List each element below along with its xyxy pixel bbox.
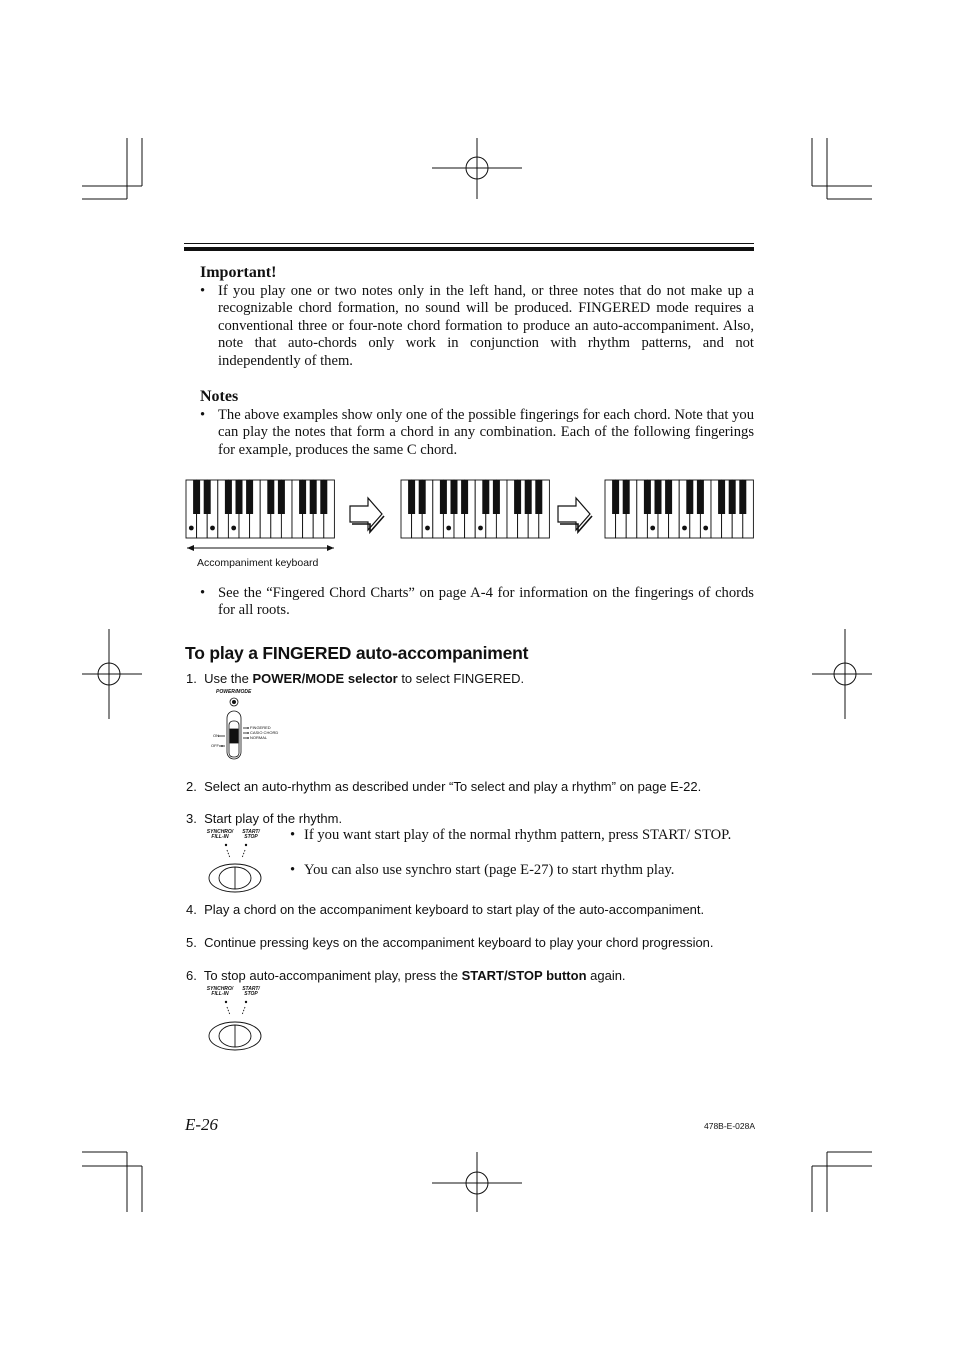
synchro-fill-in-label: SYNCHRO/ FILL-IN xyxy=(206,986,234,997)
step3-bullet-1 xyxy=(274,827,754,844)
step-2 xyxy=(186,779,701,794)
step-4 xyxy=(186,902,704,917)
black-key xyxy=(451,480,458,514)
step-text: Start play of the rhythm. xyxy=(204,811,343,826)
start-stop-button-icon xyxy=(200,842,270,896)
section-title: To play a FINGERED auto-accompaniment xyxy=(185,643,529,663)
start-stop-label: START/ STOP xyxy=(242,829,260,840)
pressed-key-dot xyxy=(682,526,687,531)
top-rule-thick xyxy=(184,247,754,251)
power-on-label: ON xyxy=(213,733,219,738)
step-text: Select an auto-rhythm as described under “To select and play a rhythm” on page E-22. xyxy=(204,779,702,794)
bullet-mark: • xyxy=(200,283,206,299)
selector-switch-icon xyxy=(205,696,285,760)
step-5 xyxy=(186,935,714,950)
black-key xyxy=(419,480,426,514)
pressed-key-dot xyxy=(425,526,430,531)
important-bullet xyxy=(184,283,754,370)
black-key xyxy=(665,480,672,514)
step-number: 6. xyxy=(186,968,197,983)
pressed-key-dot xyxy=(703,526,708,531)
notes-text-2: See the “Fingered Chord Charts” on page A-4 for information on the fingerings of chords for all roots. xyxy=(218,585,754,619)
top-rule-thin xyxy=(184,243,754,244)
black-key xyxy=(267,480,274,514)
pressed-key-dot xyxy=(210,526,215,531)
pressed-key-dot xyxy=(189,526,194,531)
accompaniment-keyboard-label: Accompaniment keyboard xyxy=(197,557,319,569)
power-off-label: OFF xyxy=(211,743,219,748)
black-key xyxy=(612,480,619,514)
black-key xyxy=(299,480,306,514)
bullet-mark: • xyxy=(200,585,206,601)
step-bold: POWER/MODE selector xyxy=(252,671,398,686)
black-key xyxy=(440,480,447,514)
black-key xyxy=(623,480,630,514)
mode-fingered-label: FINGERED xyxy=(250,725,271,730)
notes-text-1: The above examples show only one of the possible fingerings for each chord. Note that you can play the notes that form a chord in any combination. Each of the following fingerings for example, produces the same C chord. xyxy=(218,407,754,458)
pressed-key-dot xyxy=(446,526,451,531)
bullet-mark: • xyxy=(200,407,206,423)
arrow-right-icon xyxy=(558,498,590,530)
step-number: 4. xyxy=(186,902,197,917)
notes-bullet-1 xyxy=(184,407,754,459)
arrow-right-icon xyxy=(350,498,382,530)
step-text: Use the xyxy=(204,671,253,686)
step3-text-2: You can also use synchro start (page E-27) to start rhythm play. xyxy=(304,862,675,878)
arrow-right-icon xyxy=(327,545,334,551)
step-number: 1. xyxy=(186,671,197,686)
start-stop-button-icon xyxy=(200,999,270,1053)
black-key xyxy=(236,480,243,514)
step-text: Continue pressing keys on the accompaniment keyboard to play your chord progression. xyxy=(204,935,714,950)
black-key xyxy=(686,480,693,514)
pressed-key-dot xyxy=(650,526,655,531)
step-number: 2. xyxy=(186,779,197,794)
notes-bullet-2 xyxy=(184,585,754,620)
step-bold: START/STOP button xyxy=(461,968,587,983)
black-key xyxy=(718,480,725,514)
black-key xyxy=(493,480,500,514)
start-stop-label: START/ STOP xyxy=(242,986,260,997)
step-1 xyxy=(186,671,524,686)
step-text: To stop auto-accompaniment play, press the xyxy=(203,968,462,983)
step3-bullet-2 xyxy=(274,862,754,879)
rhythm-buttons-start[interactable] xyxy=(200,830,270,896)
bullet-mark: • xyxy=(290,827,296,843)
step-text: Play a chord on the accompaniment keyboard to start play of the auto-accompaniment. xyxy=(204,902,705,917)
black-key xyxy=(310,480,317,514)
black-key xyxy=(739,480,746,514)
step-3 xyxy=(186,811,342,826)
black-key xyxy=(193,480,200,514)
important-heading: Important! xyxy=(200,264,277,281)
step-text: again. xyxy=(586,968,626,983)
important-text: If you play one or two notes only in the left hand, or three notes that do not make up a recognizable chord formation, no sound will be produced. FINGERED mode requires a conventional three or four-note chord formation to produce an auto-accompaniment. Also, note that auto-chords only work in conjunction with rhythm patterns, and not independently of them. xyxy=(218,283,754,369)
black-key xyxy=(644,480,651,514)
black-key xyxy=(278,480,285,514)
pressed-key-dot xyxy=(478,526,483,531)
black-key xyxy=(246,480,253,514)
black-key xyxy=(514,480,521,514)
mode-casio-chord-label: CASIO CHORD xyxy=(250,730,279,735)
black-key xyxy=(525,480,532,514)
notes-heading: Notes xyxy=(200,388,239,405)
black-key xyxy=(729,480,736,514)
mode-normal-label: NORMAL xyxy=(250,735,268,740)
black-key xyxy=(204,480,211,514)
black-key xyxy=(697,480,704,514)
keyboard-figure xyxy=(180,476,760,562)
document-code: 478B-E-028A xyxy=(704,1121,756,1131)
black-key xyxy=(482,480,489,514)
step-text: to select FINGERED. xyxy=(397,671,525,686)
black-key xyxy=(535,480,542,514)
step-number: 3. xyxy=(186,811,197,826)
page-number: E-26 xyxy=(185,1115,219,1134)
step3-text-1: If you want start play of the normal rhythm pattern, press START/ STOP. xyxy=(304,827,732,843)
rhythm-buttons-stop[interactable] xyxy=(200,987,270,1053)
power-mode-label: POWER/MODE xyxy=(216,689,252,695)
pressed-key-dot xyxy=(231,526,236,531)
bullet-mark: • xyxy=(290,862,296,878)
black-key xyxy=(408,480,415,514)
black-key xyxy=(320,480,327,514)
arrow-left-icon xyxy=(187,545,194,551)
synchro-fill-in-label: SYNCHRO/ FILL-IN xyxy=(206,829,234,840)
step-6 xyxy=(186,968,626,983)
black-key xyxy=(655,480,662,514)
step-number: 5. xyxy=(186,935,197,950)
black-key xyxy=(225,480,232,514)
power-mode-selector[interactable] xyxy=(205,690,285,760)
black-key xyxy=(461,480,468,514)
